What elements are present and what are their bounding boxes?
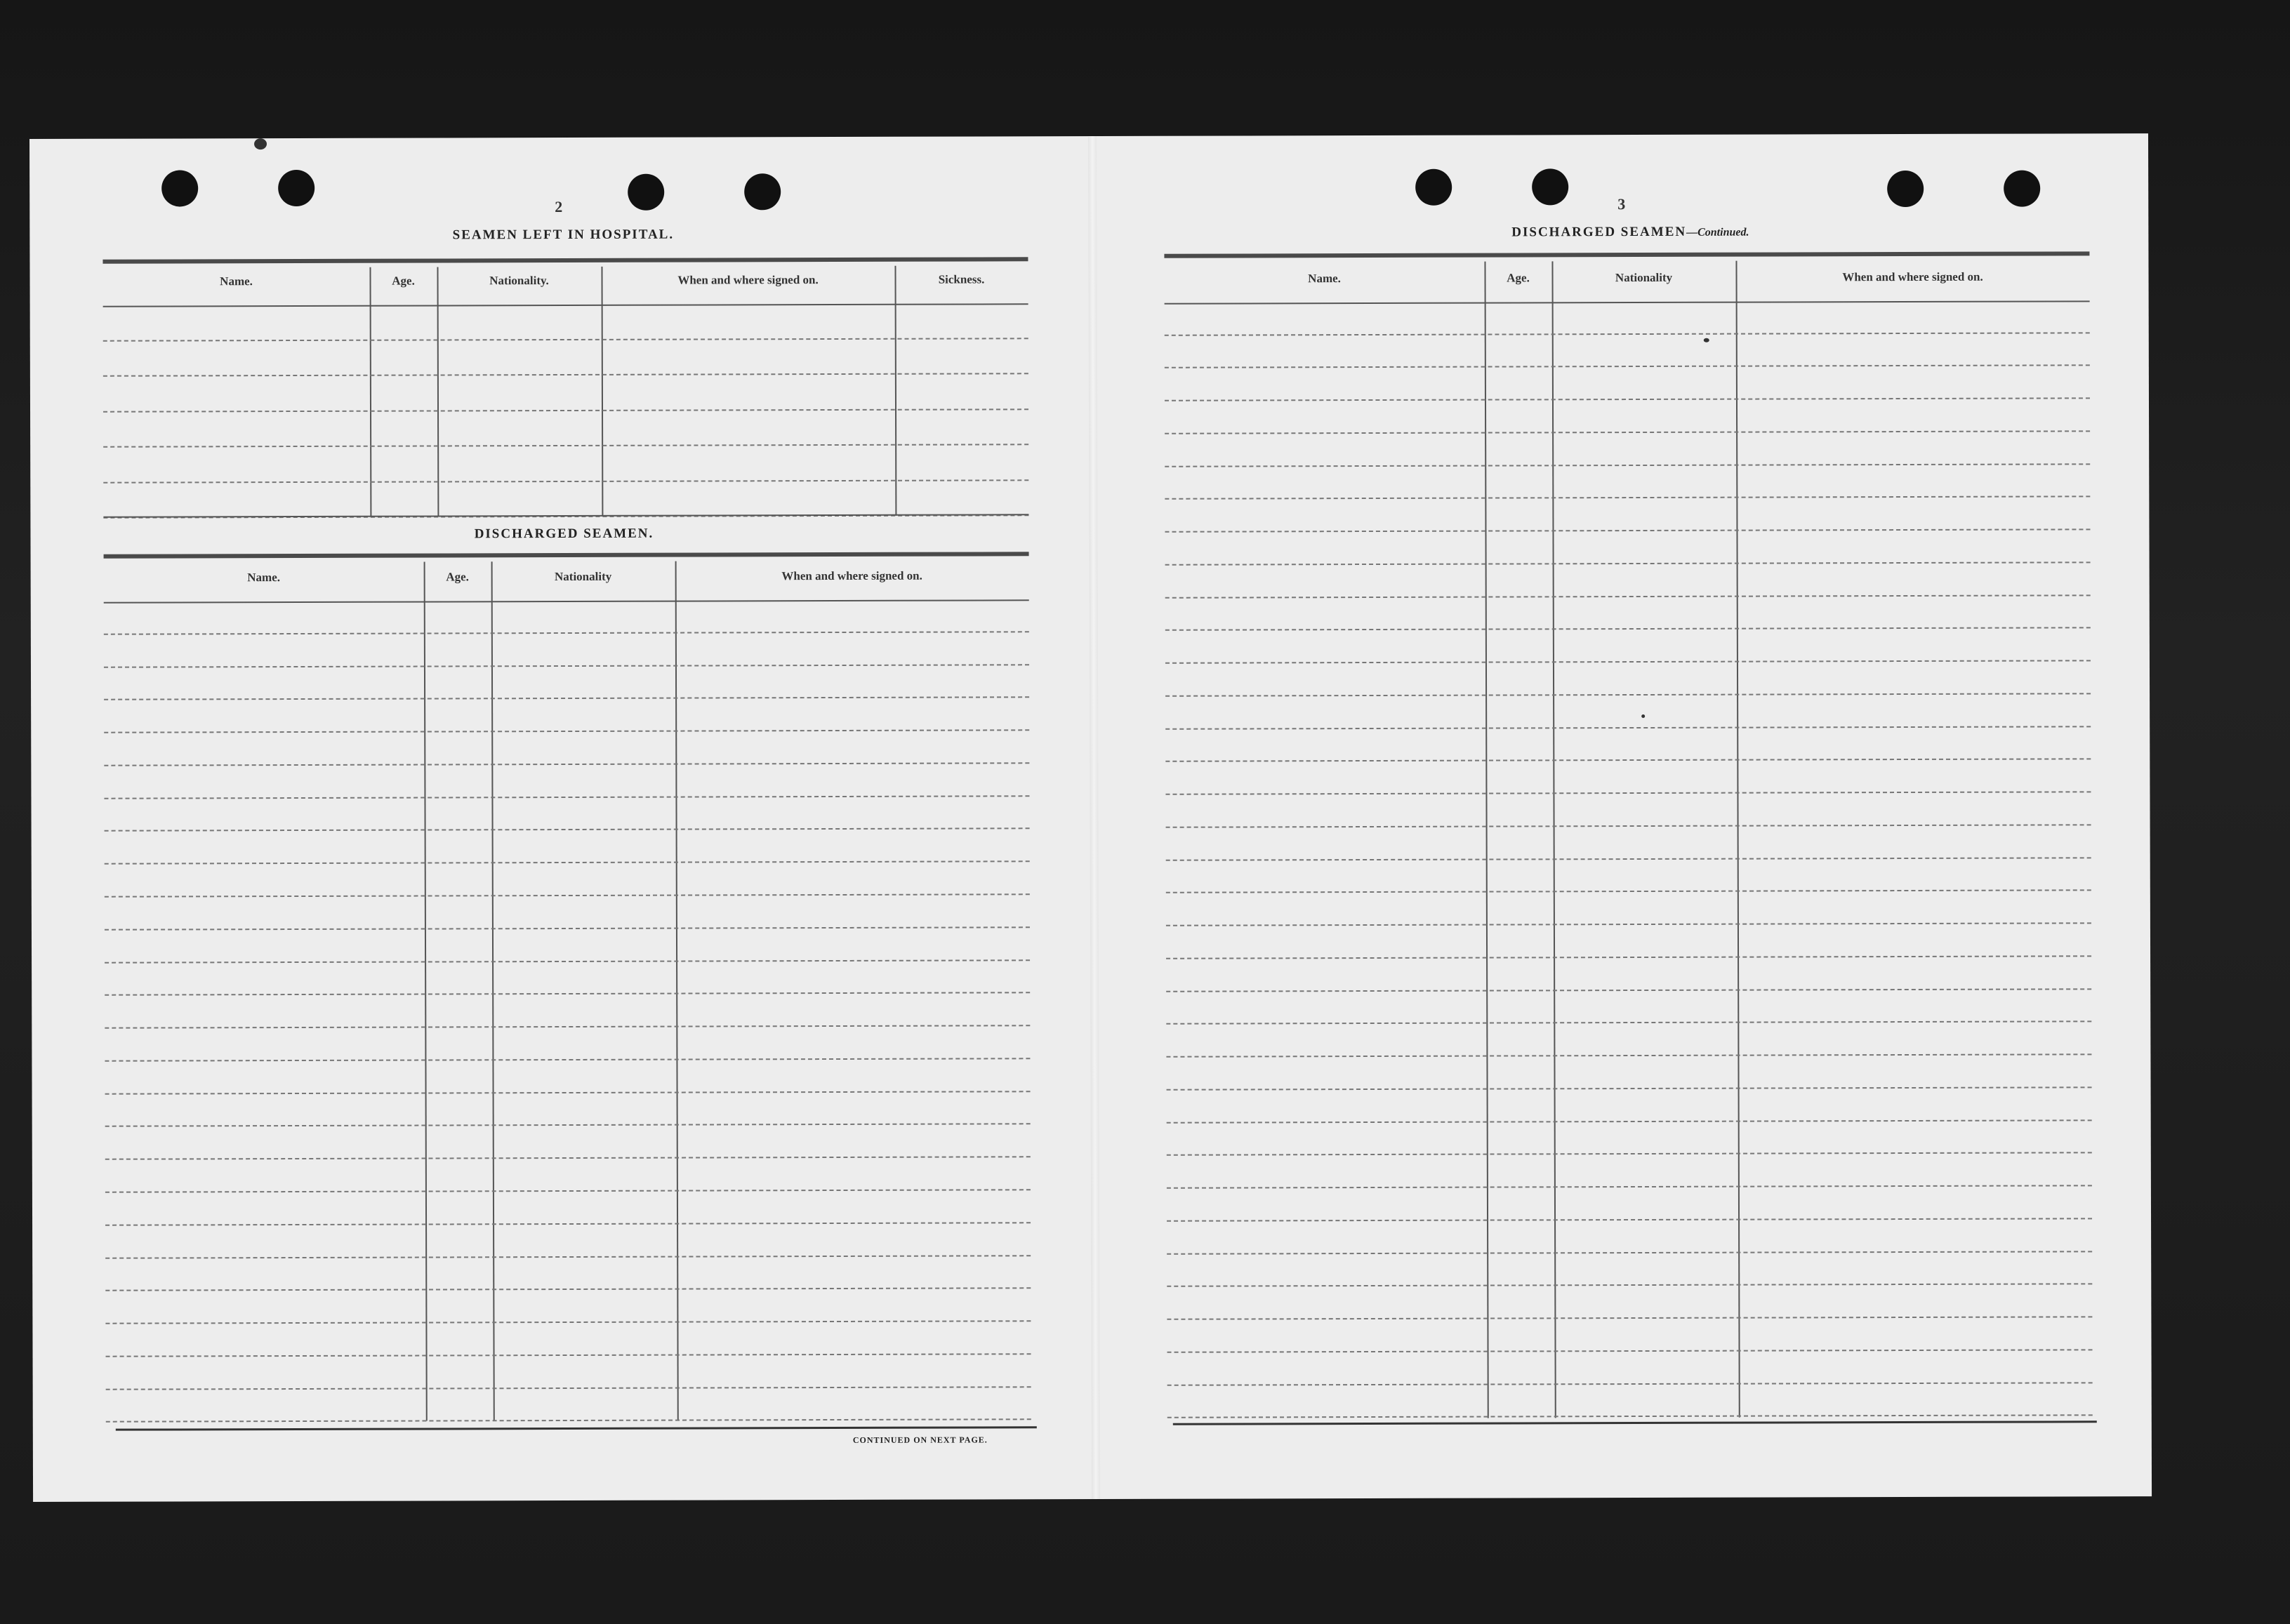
ruled-entry-line	[105, 1156, 1031, 1159]
ruled-entry-line	[1167, 1316, 2092, 1319]
discharged-rows-right	[1165, 300, 2093, 1416]
ruled-entry-line	[1165, 627, 2091, 630]
ruled-entry-line	[1167, 1283, 2092, 1286]
column-header-name: Name.	[220, 274, 253, 288]
ruled-entry-line	[104, 762, 1029, 766]
ruled-entry-line	[105, 1320, 1031, 1324]
punch-hole	[2004, 171, 2040, 207]
ruled-entry-line	[105, 1091, 1031, 1094]
hospital-table	[102, 257, 1028, 517]
ruled-entry-line	[1166, 955, 2091, 959]
ruled-entry-line	[104, 729, 1029, 733]
ruled-entry-line	[106, 1386, 1031, 1390]
ruled-entry-line	[105, 893, 1030, 897]
ruled-entry-line	[1165, 397, 2090, 401]
discharged-rows-left	[104, 599, 1031, 1420]
column-header-nationality: Nationality	[1615, 270, 1673, 285]
ruled-entry-line	[1167, 1414, 2093, 1418]
ruled-entry-line	[1165, 791, 2091, 794]
ruled-entry-line	[1167, 1251, 2092, 1254]
ruled-entry-line	[1165, 758, 2091, 761]
ruled-entry-line	[1167, 1218, 2092, 1221]
table-top-rule	[104, 552, 1029, 558]
right-section-title-suffix: —Continued.	[1686, 226, 1749, 239]
ruled-entry-line	[104, 664, 1029, 667]
discharged-section-title: DISCHARGED SEAMEN.	[474, 526, 654, 542]
ruled-entry-line	[1167, 1382, 2093, 1385]
footer-rule-left	[116, 1426, 1037, 1430]
ruled-entry-line	[1167, 1086, 2092, 1090]
ruled-entry-line	[105, 959, 1030, 963]
page-number-left: 2	[555, 198, 563, 216]
column-header-age: Age.	[392, 274, 415, 288]
page-number-right: 3	[1617, 195, 1626, 213]
column-header-nationality: Nationality.	[489, 274, 549, 288]
ruled-entry-line	[1165, 430, 2090, 434]
ruled-entry-line	[104, 696, 1029, 700]
column-header-age: Age.	[1507, 271, 1530, 285]
ruled-entry-line	[103, 444, 1028, 447]
ruled-entry-line	[105, 1255, 1031, 1258]
ruled-entry-line	[103, 408, 1028, 412]
column-header-sickness: Sickness.	[938, 272, 985, 286]
ruled-entry-line	[105, 827, 1030, 831]
column-header-signed-on: When and where signed on.	[677, 273, 819, 287]
ruled-entry-line	[106, 1353, 1031, 1357]
continued-note: CONTINUED ON NEXT PAGE.	[852, 1435, 988, 1445]
ruled-entry-line	[1166, 1053, 2091, 1057]
discharged-table-left	[104, 552, 1031, 1421]
ruled-entry-line	[103, 479, 1028, 483]
ruled-entry-line	[1165, 364, 2090, 368]
document-sheet	[29, 133, 2152, 1502]
punch-hole	[744, 173, 781, 210]
column-header-age: Age.	[446, 570, 469, 584]
ruled-entry-line	[1165, 495, 2090, 499]
ruled-entry-line	[105, 1058, 1030, 1061]
ruled-entry-line	[1165, 693, 2091, 696]
ruled-entry-line	[1167, 1185, 2092, 1188]
ruled-entry-line	[106, 1418, 1031, 1422]
right-section-title-main: DISCHARGED SEAMEN	[1511, 224, 1687, 240]
ruled-entry-line	[1165, 332, 2090, 335]
column-header-name: Name.	[1308, 272, 1341, 286]
ruled-entry-line	[1165, 463, 2090, 467]
ruled-entry-line	[105, 860, 1030, 864]
ruled-entry-line	[1166, 889, 2091, 893]
table-top-rule	[1164, 251, 2089, 258]
ruled-entry-line	[1166, 857, 2091, 860]
ruled-entry-line	[104, 795, 1029, 799]
punch-hole	[628, 174, 664, 211]
ruled-entry-line	[1165, 726, 2091, 729]
column-header-name: Name.	[247, 571, 281, 585]
ruled-entry-line	[105, 1222, 1031, 1225]
ruled-entry-line	[1165, 528, 2090, 532]
discharged-table-right	[1164, 251, 2092, 1418]
punch-hole	[161, 170, 198, 206]
ruled-entry-line	[1166, 824, 2091, 827]
right-section-title	[1434, 224, 1827, 240]
punch-hole	[1415, 169, 1452, 206]
hospital-rows	[103, 303, 1029, 516]
ink-speck	[254, 138, 267, 149]
ruled-entry-line	[104, 631, 1029, 634]
center-fold	[1088, 136, 1100, 1499]
footer-rule-right	[1173, 1420, 2097, 1425]
ruled-entry-line	[1165, 660, 2091, 663]
ruled-entry-line	[1167, 1152, 2092, 1155]
ruled-entry-line	[105, 1287, 1031, 1291]
punch-hole	[1532, 168, 1568, 205]
ruled-entry-line	[105, 926, 1030, 930]
column-header-signed-on: When and where signed on.	[781, 568, 922, 583]
ruled-entry-line	[105, 992, 1030, 995]
ruled-entry-line	[1167, 1349, 2093, 1352]
column-header-signed-on: When and where signed on.	[1842, 269, 1983, 284]
ruled-entry-line	[105, 1189, 1031, 1192]
punch-hole	[278, 170, 315, 206]
punch-hole	[1887, 171, 1924, 207]
ruled-entry-line	[1166, 988, 2091, 992]
hospital-section-title: SEAMEN LEFT IN HOSPITAL.	[452, 227, 675, 243]
ruled-entry-line	[103, 373, 1028, 376]
ruled-entry-line	[1167, 1119, 2092, 1123]
ruled-entry-line	[103, 338, 1028, 341]
ruled-entry-line	[1165, 561, 2091, 565]
table-top-rule	[102, 257, 1028, 263]
column-header-nationality: Nationality	[554, 569, 612, 584]
ruled-entry-line	[105, 1025, 1030, 1028]
ruled-entry-line	[1165, 594, 2091, 598]
ruled-entry-line	[105, 1123, 1031, 1126]
ruled-entry-line	[1166, 1020, 2091, 1024]
ruled-entry-line	[1166, 922, 2091, 926]
